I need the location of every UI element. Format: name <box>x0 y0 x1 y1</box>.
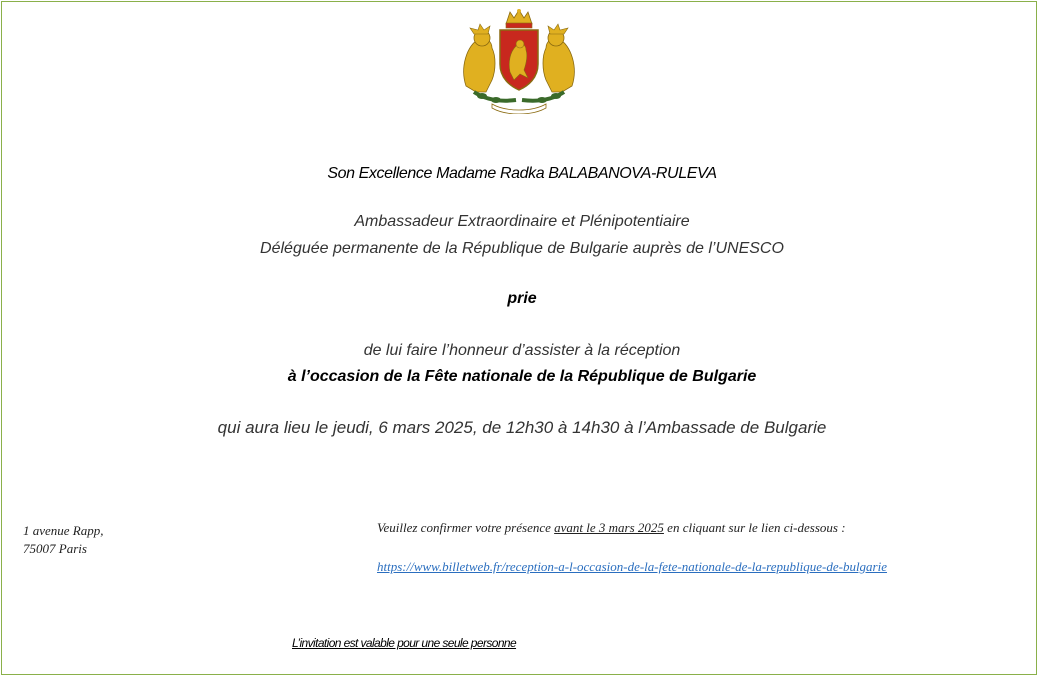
host-title-line-1: Ambassadeur Extraordinaire et Plénipotentiaire <box>354 213 690 230</box>
prie-text: prie <box>507 290 537 307</box>
invitation-card <box>1 1 1037 675</box>
invite-line-2: à l’occasion de la Fête nationale de la République de Bulgarie <box>287 368 757 385</box>
address-line-1: 1 avenue Rapp, <box>23 523 104 538</box>
rsvp-link[interactable]: https://www.billetweb.fr/reception-a-l-occasion-de-la-fete-nationale-de-la-republique-de-bulgarie <box>377 559 888 574</box>
event-details: qui aura lieu le jeudi, 6 mars 2025, de 12h30 à 14h30 à l’Ambassade de Bulgarie <box>217 418 827 437</box>
address-line-2: 75007 Paris <box>23 541 87 556</box>
validity-note: L’invitation est valable pour une seule personne <box>292 636 517 650</box>
invite-line-1: de lui faire l’honneur d’assister à la réception <box>363 342 681 359</box>
embassy-address <box>23 522 104 558</box>
rsvp-instructions <box>377 520 846 536</box>
confirm-prefix: Veuillez confirmer votre présence <box>377 520 555 535</box>
bulgarian-coat-of-arms-icon <box>456 8 582 114</box>
confirm-deadline: avant le 3 mars 2025 <box>554 520 664 535</box>
host-name: Son Excellence Madame Radka BALABANOVA-RULEVA <box>327 165 717 182</box>
confirm-suffix: en cliquant sur le lien ci-dessous : <box>663 520 846 535</box>
host-title-line-2: Déléguée permanente de la République de Bulgarie auprès de l’UNESCO <box>260 240 784 257</box>
